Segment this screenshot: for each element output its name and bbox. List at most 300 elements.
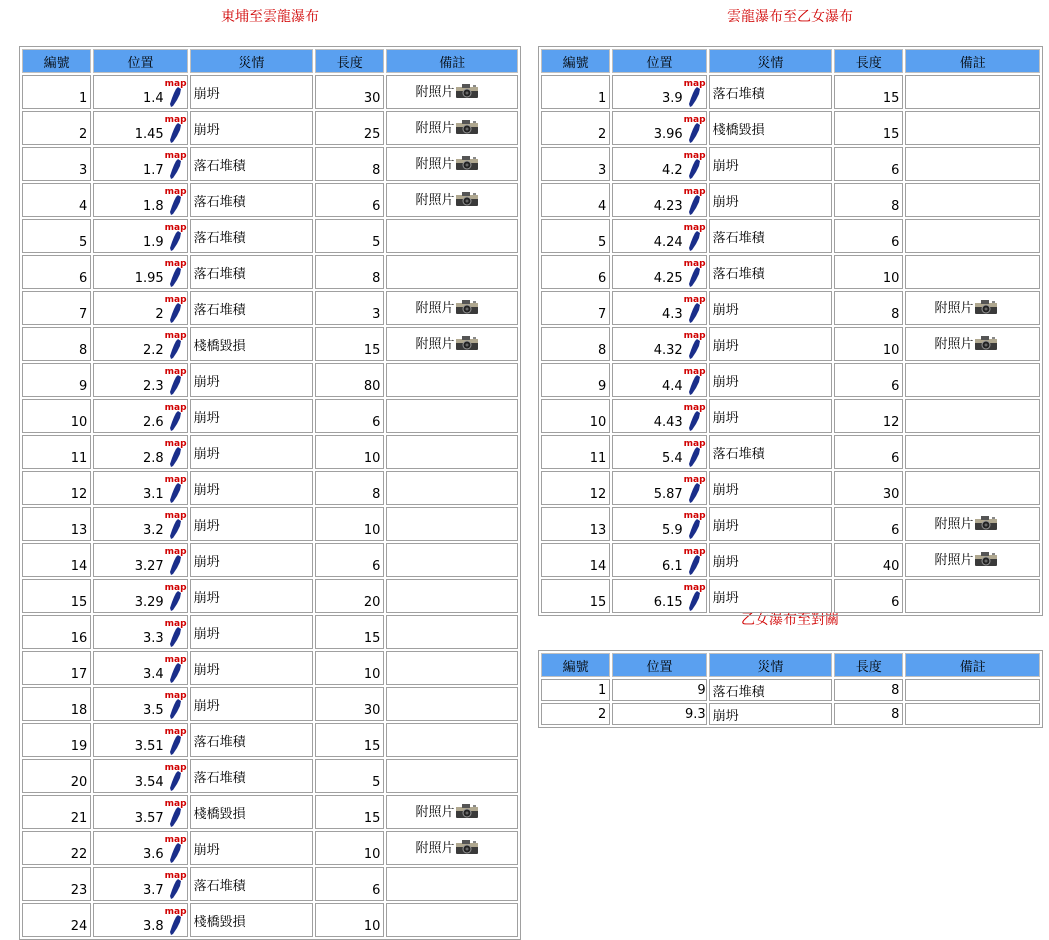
table-row [22, 579, 518, 613]
length-cell: 10 [315, 651, 384, 685]
position-value: 4.3 [661, 307, 683, 322]
remarks-cell [386, 399, 518, 433]
position-cell [612, 579, 706, 613]
position-cell [93, 219, 187, 253]
table-row [22, 903, 518, 937]
map-icon[interactable] [165, 908, 187, 936]
position-value: 1.7 [142, 163, 164, 178]
row-number: 12 [541, 471, 610, 505]
map-icon-label: map [164, 907, 187, 917]
table-row [541, 75, 1040, 109]
position-cell [612, 543, 706, 577]
map-icon[interactable] [684, 332, 706, 360]
position-value: 2.2 [142, 343, 164, 358]
row-number: 10 [22, 399, 91, 433]
table-row [541, 111, 1040, 145]
left-table [19, 46, 521, 940]
disaster-cell: 崩坍 [709, 507, 833, 541]
length-cell: 30 [315, 75, 384, 109]
disaster-cell: 棧橋毀損 [190, 903, 314, 937]
map-icon[interactable] [165, 260, 187, 288]
row-number: 2 [22, 111, 91, 145]
length-cell: 6 [834, 507, 903, 541]
header-remarks: 備註 [386, 49, 518, 73]
length-cell: 8 [315, 147, 384, 181]
table-row [541, 471, 1040, 505]
position-value: 4.23 [653, 199, 683, 214]
position-value: 4.43 [653, 415, 683, 430]
position-cell [93, 111, 187, 145]
bottom-title: 乙女瀑布至對關 [741, 612, 839, 628]
position-value: 6.15 [653, 595, 683, 610]
disaster-cell: 崩坍 [709, 471, 833, 505]
map-icon[interactable] [165, 620, 187, 648]
map-icon[interactable] [165, 152, 187, 180]
position-value: 5.9 [661, 523, 683, 538]
table-row [22, 471, 518, 505]
position-cell [93, 831, 187, 865]
length-cell: 6 [315, 399, 384, 433]
table-row [541, 703, 1040, 725]
header-remarks: 備註 [905, 653, 1040, 677]
row-number: 2 [541, 111, 610, 145]
header-remarks: 備註 [905, 49, 1040, 73]
map-icon-label: map [683, 511, 706, 521]
disaster-cell: 崩坍 [190, 363, 314, 397]
position-cell [612, 291, 706, 325]
table-row [22, 435, 518, 469]
map-icon[interactable] [684, 512, 706, 540]
table-row [22, 615, 518, 649]
photo-link[interactable] [415, 85, 479, 100]
disaster-cell: 落石堆積 [190, 183, 314, 217]
map-icon-label: map [164, 799, 187, 809]
camera-icon[interactable] [455, 191, 479, 211]
remarks-cell [386, 903, 518, 937]
disaster-cell: 崩坍 [190, 399, 314, 433]
length-cell: 10 [315, 903, 384, 937]
camera-icon[interactable] [455, 335, 479, 355]
length-cell: 30 [315, 687, 384, 721]
length-cell: 6 [834, 435, 903, 469]
map-icon[interactable] [165, 728, 187, 756]
position-value: 3.29 [134, 595, 164, 610]
map-icon[interactable] [165, 80, 187, 108]
position-value: 3.96 [653, 127, 683, 142]
camera-icon[interactable] [974, 515, 998, 535]
camera-icon[interactable] [455, 119, 479, 139]
position-cell [612, 399, 706, 433]
position-value: 4.25 [653, 271, 683, 286]
map-icon[interactable] [165, 548, 187, 576]
table-row [22, 543, 518, 577]
table-row [22, 651, 518, 685]
map-icon[interactable] [165, 836, 187, 864]
disaster-cell: 崩坍 [709, 579, 833, 613]
remarks-cell [386, 255, 518, 289]
row-number: 1 [541, 679, 610, 701]
length-cell: 6 [834, 363, 903, 397]
length-cell: 40 [834, 543, 903, 577]
map-icon-label: map [683, 223, 706, 233]
remarks-cell [386, 651, 518, 685]
position-value: 1.45 [134, 127, 164, 142]
map-icon[interactable] [684, 152, 706, 180]
map-icon[interactable] [684, 224, 706, 252]
disaster-cell: 崩坍 [190, 435, 314, 469]
map-icon-label: map [164, 403, 187, 413]
disaster-cell: 崩坍 [709, 291, 833, 325]
map-icon-label: map [683, 115, 706, 125]
camera-icon[interactable] [455, 83, 479, 103]
position-value: 4.32 [653, 343, 683, 358]
row-number: 19 [22, 723, 91, 757]
remarks-cell [386, 579, 518, 613]
row-number: 18 [22, 687, 91, 721]
position-cell [93, 327, 187, 361]
header-no: 編號 [541, 653, 610, 677]
remarks-cell [905, 147, 1040, 181]
remarks-cell [386, 291, 518, 325]
position-cell [93, 435, 187, 469]
table-row [541, 291, 1040, 325]
table-row [22, 687, 518, 721]
remarks-cell [386, 687, 518, 721]
position-value: 3.1 [142, 487, 164, 502]
map-icon[interactable] [684, 584, 706, 612]
map-icon[interactable] [684, 440, 706, 468]
table-row [22, 831, 518, 865]
disaster-cell: 崩坍 [190, 75, 314, 109]
map-icon-label: map [164, 835, 187, 845]
position-cell [93, 543, 187, 577]
map-icon[interactable] [165, 800, 187, 828]
position-value: 2.8 [142, 451, 164, 466]
remarks-cell [905, 255, 1040, 289]
length-cell: 10 [834, 255, 903, 289]
header-no: 編號 [541, 49, 610, 73]
map-icon-label: map [164, 583, 187, 593]
map-icon[interactable] [684, 548, 706, 576]
row-number: 15 [541, 579, 610, 613]
disaster-cell: 落石堆積 [709, 255, 833, 289]
map-icon-label: map [164, 763, 187, 773]
position-value: 3.27 [134, 559, 164, 574]
disaster-cell: 崩坍 [709, 183, 833, 217]
map-icon-label: map [164, 547, 187, 557]
disaster-cell: 落石堆積 [709, 219, 833, 253]
remarks-cell [386, 867, 518, 901]
photo-link-label: 附照片 [415, 193, 455, 209]
length-cell: 10 [315, 435, 384, 469]
map-icon[interactable] [684, 188, 706, 216]
row-number: 10 [541, 399, 610, 433]
position-cell [612, 147, 706, 181]
table-row [22, 723, 518, 757]
camera-icon[interactable] [974, 551, 998, 571]
position-value: 2 [155, 307, 164, 322]
position-cell [612, 255, 706, 289]
camera-icon[interactable] [455, 299, 479, 319]
left-header-row [22, 49, 518, 73]
remarks-cell [905, 543, 1040, 577]
map-icon[interactable] [165, 224, 187, 252]
header-position: 位置 [612, 49, 706, 73]
position-value: 5.4 [661, 451, 683, 466]
photo-link[interactable] [934, 337, 998, 352]
row-number: 9 [22, 363, 91, 397]
position-cell [612, 219, 706, 253]
disaster-cell: 落石堆積 [190, 147, 314, 181]
row-number: 11 [22, 435, 91, 469]
map-icon[interactable] [165, 872, 187, 900]
map-icon-label: map [683, 295, 706, 305]
position-value: 3.9 [661, 91, 683, 106]
photo-link[interactable] [415, 157, 479, 172]
position-cell [93, 795, 187, 829]
row-number: 2 [541, 703, 610, 725]
row-number: 20 [22, 759, 91, 793]
row-number: 16 [22, 615, 91, 649]
remarks-cell [905, 75, 1040, 109]
photo-link-label: 附照片 [934, 301, 974, 317]
map-icon-label: map [164, 223, 187, 233]
map-icon[interactable] [684, 476, 706, 504]
row-number: 17 [22, 651, 91, 685]
disaster-cell: 落石堆積 [709, 679, 833, 701]
position-cell [93, 759, 187, 793]
remarks-cell [905, 471, 1040, 505]
table-row [22, 363, 518, 397]
position-value: 3.2 [142, 523, 164, 538]
length-cell: 15 [315, 615, 384, 649]
length-cell: 5 [315, 219, 384, 253]
map-icon[interactable] [684, 368, 706, 396]
remarks-cell [386, 111, 518, 145]
disaster-cell: 棧橋毀損 [190, 795, 314, 829]
right-table [538, 46, 1043, 616]
camera-icon[interactable] [455, 155, 479, 175]
photo-link[interactable] [415, 121, 479, 136]
map-icon-label: map [164, 367, 187, 377]
disaster-cell: 崩坍 [709, 363, 833, 397]
table-row [541, 363, 1040, 397]
camera-icon[interactable] [974, 299, 998, 319]
position-cell [93, 399, 187, 433]
disaster-cell: 崩坍 [190, 471, 314, 505]
row-number: 5 [22, 219, 91, 253]
length-cell: 8 [315, 471, 384, 505]
photo-link[interactable] [934, 517, 998, 532]
map-icon[interactable] [165, 368, 187, 396]
length-cell: 15 [315, 327, 384, 361]
disaster-cell: 崩坍 [190, 507, 314, 541]
position-value: 3.57 [134, 811, 164, 826]
row-number: 13 [22, 507, 91, 541]
header-disaster: 災情 [709, 653, 833, 677]
length-cell: 30 [834, 471, 903, 505]
remarks-cell [905, 579, 1040, 613]
length-cell: 25 [315, 111, 384, 145]
photo-link[interactable] [415, 841, 479, 856]
length-cell: 15 [315, 795, 384, 829]
map-icon[interactable] [684, 404, 706, 432]
position-cell [93, 903, 187, 937]
table-row [22, 507, 518, 541]
table-row [22, 759, 518, 793]
map-icon-label: map [164, 619, 187, 629]
row-number: 7 [22, 291, 91, 325]
photo-link-label: 附照片 [934, 517, 974, 533]
row-number: 14 [22, 543, 91, 577]
position-value: 4.4 [661, 379, 683, 394]
photo-link-label: 附照片 [934, 337, 974, 353]
map-icon[interactable] [165, 440, 187, 468]
position-value: 1.95 [134, 271, 164, 286]
disaster-cell: 崩坍 [190, 651, 314, 685]
table-row [22, 147, 518, 181]
position-cell [93, 75, 187, 109]
table-row [22, 795, 518, 829]
length-cell: 6 [315, 867, 384, 901]
position-value: 3.54 [134, 775, 164, 790]
length-cell: 15 [834, 111, 903, 145]
map-icon[interactable] [684, 296, 706, 324]
position-value: 2.6 [142, 415, 164, 430]
map-icon[interactable] [684, 80, 706, 108]
photo-link[interactable] [934, 301, 998, 316]
remarks-cell [386, 723, 518, 757]
remarks-cell [386, 183, 518, 217]
disaster-cell: 崩坍 [709, 703, 833, 725]
photo-link-label: 附照片 [415, 121, 455, 137]
position-value: 3.8 [142, 919, 164, 934]
position-cell [612, 435, 706, 469]
photo-link[interactable] [415, 193, 479, 208]
remarks-cell [386, 831, 518, 865]
table-row [22, 219, 518, 253]
map-icon-label: map [683, 187, 706, 197]
map-icon[interactable] [165, 692, 187, 720]
map-icon[interactable] [165, 116, 187, 144]
remarks-cell [386, 507, 518, 541]
position-cell [93, 651, 187, 685]
header-length: 長度 [834, 653, 903, 677]
photo-link[interactable] [415, 301, 479, 316]
map-icon-label: map [164, 727, 187, 737]
row-number: 3 [22, 147, 91, 181]
photo-link-label: 附照片 [415, 85, 455, 101]
map-icon-label: map [683, 367, 706, 377]
row-number: 8 [541, 327, 610, 361]
remarks-cell [386, 363, 518, 397]
map-icon[interactable] [165, 512, 187, 540]
position-value: 3.3 [142, 631, 164, 646]
position-value: 6.1 [661, 559, 683, 574]
length-cell: 80 [315, 363, 384, 397]
row-number: 4 [541, 183, 610, 217]
disaster-cell: 落石堆積 [190, 255, 314, 289]
length-cell: 6 [834, 579, 903, 613]
position-cell [612, 471, 706, 505]
disaster-cell: 落石堆積 [190, 759, 314, 793]
table-row [22, 75, 518, 109]
map-icon[interactable] [684, 260, 706, 288]
map-icon[interactable] [165, 296, 187, 324]
length-cell: 8 [834, 679, 903, 701]
map-icon-label: map [683, 583, 706, 593]
length-cell: 10 [834, 327, 903, 361]
header-length: 長度 [315, 49, 384, 73]
header-length: 長度 [834, 49, 903, 73]
table-row [22, 327, 518, 361]
row-number: 12 [22, 471, 91, 505]
map-icon[interactable] [165, 764, 187, 792]
map-icon-label: map [683, 403, 706, 413]
map-icon-label: map [683, 151, 706, 161]
map-icon-label: map [683, 439, 706, 449]
right-title: 雲龍瀑布至乙女瀑布 [727, 9, 853, 25]
map-icon[interactable] [165, 476, 187, 504]
row-number: 13 [541, 507, 610, 541]
table-row [541, 219, 1040, 253]
position-cell [93, 255, 187, 289]
remarks-cell [386, 327, 518, 361]
row-number: 21 [22, 795, 91, 829]
map-icon[interactable] [165, 656, 187, 684]
photo-link[interactable] [415, 337, 479, 352]
disaster-cell: 落石堆積 [190, 219, 314, 253]
length-cell: 6 [834, 147, 903, 181]
photo-link[interactable] [934, 553, 998, 568]
table-row [541, 327, 1040, 361]
disaster-cell: 崩坍 [190, 579, 314, 613]
remarks-cell [905, 363, 1040, 397]
position-cell [612, 327, 706, 361]
photo-link[interactable] [415, 805, 479, 820]
length-cell: 10 [315, 831, 384, 865]
row-number: 6 [22, 255, 91, 289]
length-cell: 5 [315, 759, 384, 793]
disaster-cell: 落石堆積 [709, 435, 833, 469]
disaster-cell: 落石堆積 [190, 723, 314, 757]
table-row [22, 183, 518, 217]
position-cell [612, 679, 706, 701]
header-disaster: 災情 [190, 49, 314, 73]
map-icon[interactable] [165, 188, 187, 216]
left-title: 東埔至雲龍瀑布 [221, 9, 319, 25]
disaster-cell: 崩坍 [709, 327, 833, 361]
map-icon[interactable] [684, 116, 706, 144]
position-value: 3.4 [142, 667, 164, 682]
map-icon[interactable] [165, 584, 187, 612]
camera-icon[interactable] [455, 803, 479, 823]
row-number: 7 [541, 291, 610, 325]
camera-icon[interactable] [455, 839, 479, 859]
length-cell: 8 [834, 291, 903, 325]
disaster-cell: 崩坍 [190, 687, 314, 721]
table-row [22, 291, 518, 325]
map-icon[interactable] [165, 404, 187, 432]
camera-icon[interactable] [974, 335, 998, 355]
map-icon-label: map [683, 331, 706, 341]
position-cell [612, 183, 706, 217]
length-cell: 10 [315, 507, 384, 541]
table-row [541, 507, 1040, 541]
position-cell [612, 363, 706, 397]
map-icon[interactable] [165, 332, 187, 360]
bottom-header-row [541, 653, 1040, 677]
